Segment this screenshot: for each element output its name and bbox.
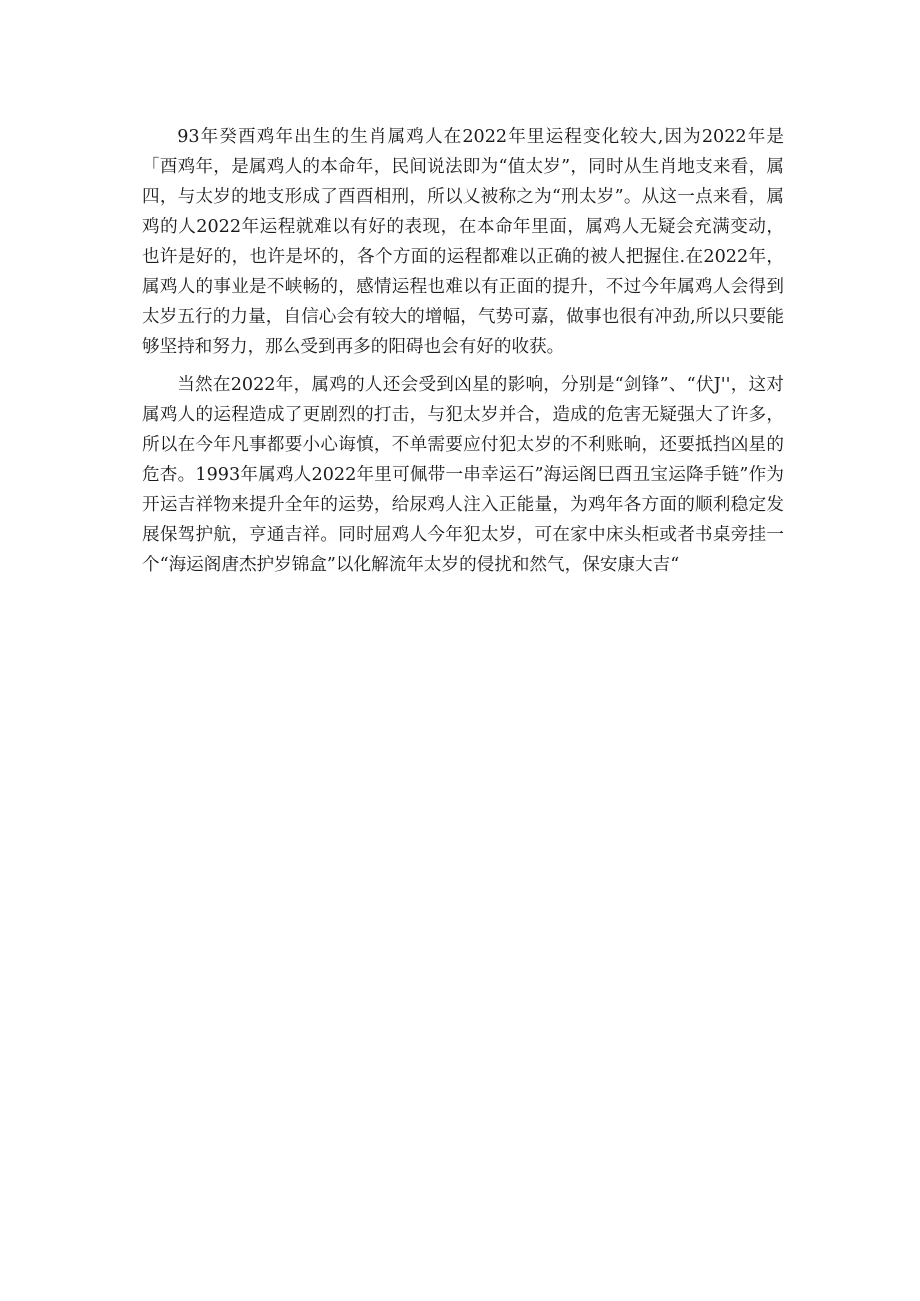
paragraph-1: 93年癸酉鸡年出生的生肖属鸡人在2022年里运程变化较大,因为2022年是「酉鸡年，是属鸡人的本命年，民间说法即为“值太岁”，同时从生肖地支来看，属四，与太岁的地支形成了酉酉相刑，所以乂被称之为“刑太岁”。从这一点来看，属鸡的人2022年运程就难以有好的表现，在本命年里面，属鸡人无疑会充满变动，也许是好的，也许是坏的，各个方面的运程都难以正确的被人把握住.在2022年，属鸡人的事业是不峡畅的，感情运程也难以有正面的提升，不过今年属鸡人会得到太岁五行的力量，自信心会有较大的增幅，气势可嘉，做事也很有冲劲,所以只要能够坚持和努力，那么受到再多的阳碍也会有好的收获。 [142, 127, 784, 357]
paragraph-2: 当然在2022年，属鸡的人还会受到凶星的影响，分别是“剑锋”、“伏J''，这对属鸡人的运程造成了更剧烈的打击，与犯太岁并合，造成的危害无疑强大了许多，所以在今年凡事都要小心诲慎，不单需要应付犯太岁的不利账晌，还要抵挡凶星的危杏。1993年属鸡人2022年里可佩带一串幸运石”海运阁巳酉丑宝运降手链”作为开运吉祥物来提升全年的运势，给尿鸡人注入正能量，为鸡年各方面的顺利稳定发展保驾护航，亨通吉祥。同时屈鸡人今年犯太岁，可在家中床头柜或者书桌旁挂一个“海运阁唐杰护岁锦盒”以化解流年太岁的侵扰和然气，保安康大吉“ [142, 375, 784, 575]
document-body [142, 122, 784, 580]
